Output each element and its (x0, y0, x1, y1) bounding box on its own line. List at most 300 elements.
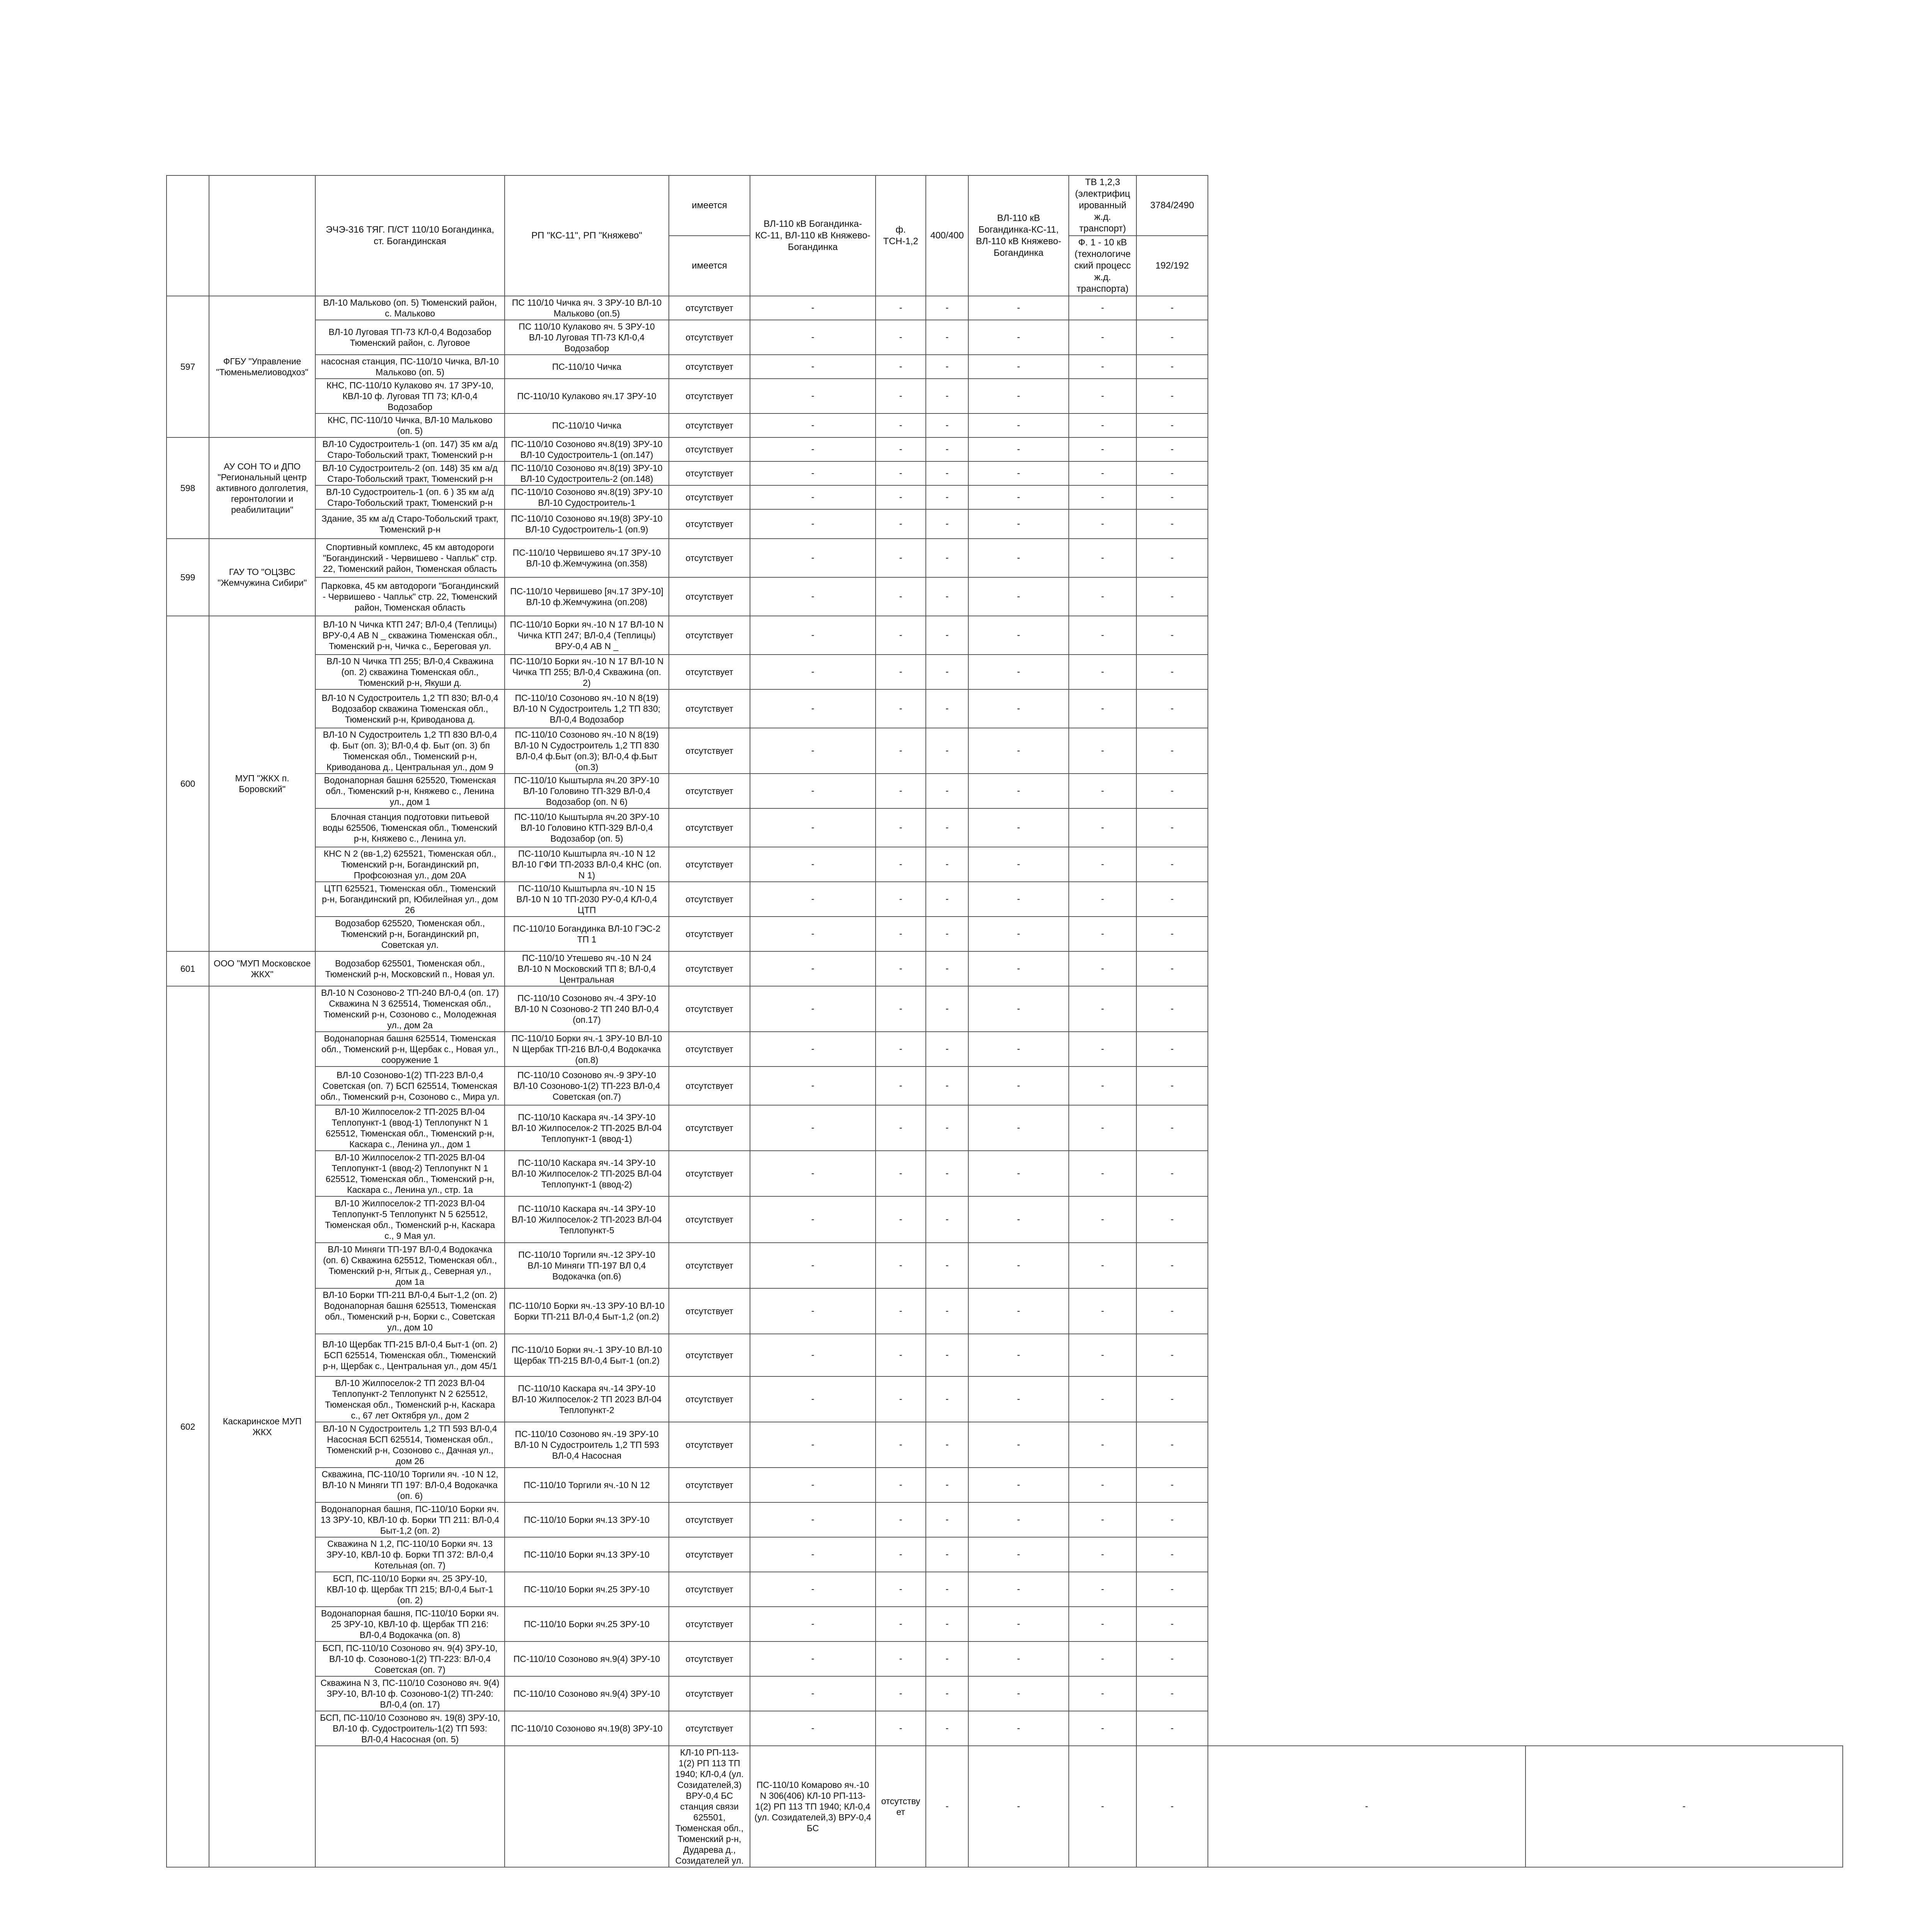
header-line-cell: ВЛ-110 кВ Богандинка-КС-11, ВЛ-110 кВ Княжево-Богандинка (750, 175, 876, 296)
source-cell: ПС-110/10 Созоново яч.9(4) ЗРУ-10 (505, 1676, 669, 1711)
dash-cell: - (926, 355, 968, 379)
dash-cell: - (968, 808, 1069, 847)
dash-cell: - (968, 1105, 1069, 1151)
object-cell: ВЛ-10 Миняги ТП-197 ВЛ-0,4 Водокачка (оп. 6) Скважина 625512, Тюменская обл., Тюменский р-н, Ягтык д., Северная ул., дом 1а (315, 1243, 505, 1288)
dash-cell: - (1069, 1572, 1136, 1607)
status-cell: отсутствует (669, 1607, 750, 1641)
object-cell: Водозабор 625520, Тюменская обл., Тюменский р-н, Богандинский рп, Советская ул. (315, 917, 505, 951)
table-row (167, 728, 1843, 774)
dash-cell: - (1136, 485, 1208, 509)
object-cell: ВЛ-10 Жилпоселок-2 ТП-2025 ВЛ-04 Теплопункт-1 (ввод-1) Теплопункт N 1 625512, Тюменская обл., Тюменский р-н, Каскара с., Ленина ул., дом 1 (315, 1105, 505, 1151)
dash-cell: - (750, 1067, 876, 1105)
source-cell: ПС-110/10 Борки яч.13 ЗРУ-10 (505, 1537, 669, 1572)
object-cell: ВЛ-10 N Чичка ТП 255; ВЛ-0,4 Скважина (оп. 2) скважина Тюменская обл., Тюменский р-н, Якуши д. (315, 655, 505, 689)
source-cell: ПС-110/10 Каскара яч.-14 ЗРУ-10 ВЛ-10 Жилпоселок-2 ТП-2025 ВЛ-04 Теплопункт-1 (ввод-2) (505, 1151, 669, 1196)
dash-cell: - (1136, 808, 1208, 847)
source-cell: ПС-110/10 Кыштырла яч.-10 N 12 ВЛ-10 ГФИ ТП-2033 ВЛ-0,4 КНС (оп. N 1) (505, 847, 669, 882)
dash-cell: - (968, 1607, 1069, 1641)
dash-cell: - (1136, 1746, 1208, 1867)
object-cell: ЦТП 625521, Тюменская обл., Тюменский р-н, Богандинский рп, Юбилейная ул., дом 26 (315, 882, 505, 917)
dash-cell: - (750, 437, 876, 461)
dash-cell: - (876, 1105, 926, 1151)
dash-cell: - (1069, 1032, 1136, 1067)
dash-cell: - (926, 1376, 968, 1422)
object-cell: Скважина N 1,2, ПС-110/10 Борки яч. 13 ЗРУ-10, КВЛ-10 ф. Борки ТП 372: ВЛ-0,4 Котельная (оп. 7) (315, 1537, 505, 1572)
dash-cell: - (750, 689, 876, 728)
dash-cell: - (968, 1537, 1069, 1572)
object-cell: КНС N 2 (вв-1,2) 625521, Тюменская обл., Тюменский р-н, Богандинский рп, Профсоюзная ул., дом 20А (315, 847, 505, 882)
status-cell: отсутствует (669, 1468, 750, 1502)
dash-cell: - (876, 728, 926, 774)
source-cell: ПС-110/10 Борки яч.13 ЗРУ-10 (505, 1502, 669, 1537)
dash-cell: - (1069, 1502, 1136, 1537)
dash-cell: - (1069, 1711, 1136, 1746)
dash-cell: - (926, 1422, 968, 1468)
object-cell: ВЛ-10 N Судостроитель 1,2 ТП 830; ВЛ-0,4 Водозабор скважина Тюменская обл., Тюменский р-н, Криводанова д. (315, 689, 505, 728)
object-cell: ВЛ-10 Судостроитель-1 (оп. 6 ) 35 км а/д Старо-Тобольский тракт, Тюменский р-н (315, 485, 505, 509)
dash-cell: - (968, 655, 1069, 689)
dash-cell: - (876, 437, 926, 461)
dash-cell: - (750, 320, 876, 355)
header-category-bottom: Ф. 1 - 10 кВ (технологический процесс ж.д. транспорта) (1069, 236, 1136, 296)
dash-cell: - (926, 774, 968, 808)
dash-cell: - (1136, 539, 1208, 577)
header-rp-cell: РП "КС-11", РП "Княжево" (505, 175, 669, 296)
dash-cell: - (968, 1334, 1069, 1376)
dash-cell: - (750, 1422, 876, 1468)
dash-cell: - (750, 1032, 876, 1067)
dash-cell: - (926, 1502, 968, 1537)
table-row (167, 1334, 1843, 1376)
table-row (167, 1468, 1843, 1502)
row-number-cell: 600 (167, 616, 209, 951)
dash-cell: - (968, 1468, 1069, 1502)
source-cell: ПС-110/10 Каскара яч.-14 ЗРУ-10 ВЛ-10 Жилпоселок-2 ТП 2023 ВЛ-04 Теплопункт-2 (505, 1376, 669, 1422)
status-cell: отсутствует (669, 616, 750, 655)
organization-cell: Каскаринское МУП ЖКХ (209, 986, 315, 1867)
dash-cell: - (1136, 320, 1208, 355)
dash-cell: - (926, 1468, 968, 1502)
dash-cell: - (968, 728, 1069, 774)
dash-cell: - (1136, 1422, 1208, 1468)
status-cell: отсутствует (669, 808, 750, 847)
table-row (167, 509, 1843, 539)
source-cell: ПС-110/10 Созоново яч.8(19) ЗРУ-10 ВЛ-10 Судостроитель-1 (оп.147) (505, 437, 669, 461)
source-cell: ПС-110/10 Торгили яч.-10 N 12 (505, 1468, 669, 1502)
source-cell: ПС-110/10 Чичка (505, 413, 669, 437)
dash-cell: - (1136, 1572, 1208, 1607)
status-cell: отсутствует (669, 655, 750, 689)
object-cell: Скважина N 3, ПС-110/10 Созоново яч. 9(4) ЗРУ-10, ВЛ-10 ф. Созоново-1(2) ТП-240: ВЛ-0,4 (оп. 17) (315, 1676, 505, 1711)
source-cell: ПС-110/10 Созоново яч.19(8) ЗРУ-10 (505, 1711, 669, 1746)
dash-cell: - (876, 1676, 926, 1711)
status-cell: отсутствует (669, 1572, 750, 1607)
dash-cell: - (750, 1288, 876, 1334)
dash-cell: - (968, 689, 1069, 728)
object-cell: Блочная станция подготовки питьевой воды 625506, Тюменская обл., Тюменский р-н, Княжево с., Ленина ул. (315, 808, 505, 847)
dash-cell: - (750, 774, 876, 808)
dash-cell: - (876, 1641, 926, 1676)
dash-cell: - (968, 1422, 1069, 1468)
dash-cell: - (750, 1376, 876, 1422)
source-cell: ПС-110/10 Каскара яч.-14 ЗРУ-10 ВЛ-10 Жилпоселок-2 ТП-2023 ВЛ-04 Теплопункт-5 (505, 1196, 669, 1243)
dash-cell: - (876, 1607, 926, 1641)
object-cell: ВЛ-10 Судостроитель-2 (оп. 148) 35 км а/д Старо-Тобольский тракт, Тюменский р-н (315, 461, 505, 485)
source-cell: ПС-110/10 Кулаково яч.17 ЗРУ-10 (505, 379, 669, 413)
row-number-cell: 599 (167, 539, 209, 616)
dash-cell: - (1069, 1243, 1136, 1288)
dash-cell: - (876, 379, 926, 413)
dash-cell: - (1136, 1105, 1208, 1151)
object-cell: ВЛ-10 Судостроитель-1 (оп. 147) 35 км а/д Старо-Тобольский тракт, Тюменский р-н (315, 437, 505, 461)
dash-cell: - (750, 951, 876, 986)
source-cell: ПС-110/10 Каскара яч.-14 ЗРУ-10 ВЛ-10 Жилпоселок-2 ТП-2025 ВЛ-04 Теплопункт-1 (ввод-1) (505, 1105, 669, 1151)
source-cell: ПС-110/10 Созоново яч.-4 ЗРУ-10 ВЛ-10 N Созоново-2 ТП 240 ВЛ-0,4 (оп.17) (505, 986, 669, 1032)
object-cell: ВЛ-10 Жилпоселок-2 ТП 2023 ВЛ-04 Теплопункт-2 Теплопункт N 2 625512, Тюменская обл., Тюменский р-н, Каскара с., 67 лет Октября ул., дом 2 (315, 1376, 505, 1422)
dash-cell: - (750, 917, 876, 951)
organization-cell: АУ СОН ТО и ДПО "Региональный центр активного долголетия, геронтологии и реабилитации" (209, 437, 315, 539)
dash-cell: - (968, 577, 1069, 616)
dash-cell: - (750, 1607, 876, 1641)
status-cell: отсутствует (669, 1196, 750, 1243)
dash-cell: - (1136, 655, 1208, 689)
dash-cell: - (876, 689, 926, 728)
status-cell: отсутствует (669, 509, 750, 539)
status-cell: отсутствует (669, 1334, 750, 1376)
dash-cell: - (1136, 986, 1208, 1032)
dash-cell: - (750, 296, 876, 320)
table-row (167, 1572, 1843, 1607)
header-load-bottom: 192/192 (1136, 236, 1208, 296)
table-row (167, 1376, 1843, 1422)
dash-cell: - (926, 1151, 968, 1196)
table-row (167, 882, 1843, 917)
header-row-top (167, 175, 1843, 236)
document-table-sheet (166, 175, 1843, 1868)
table-row (167, 485, 1843, 509)
dash-cell: - (876, 320, 926, 355)
object-cell: КЛ-10 РП-113-1(2) РП 113 ТП 1940; КЛ-0,4 (ул. Созидателей,3) ВРУ-0,4 БС станция связи 625501, Тюменская обл., Тюменский р-н, Дударева д., Созидателей ул. (669, 1746, 750, 1867)
status-cell: отсутствует (669, 539, 750, 577)
dash-cell: - (1526, 1746, 1843, 1867)
table-row (167, 1502, 1843, 1537)
dash-cell: - (926, 296, 968, 320)
object-cell: ВЛ-10 N Созоново-2 ТП-240 ВЛ-0,4 (оп. 17) Скважина N 3 625514, Тюменская обл., Тюменский р-н, Созоново с., Молодежная ул., дом 2а (315, 986, 505, 1032)
dash-cell: - (750, 655, 876, 689)
dash-cell: - (926, 485, 968, 509)
organization-cell: ООО "МУП Московское ЖКХ" (209, 951, 315, 986)
dash-cell: - (750, 1151, 876, 1196)
source-cell: ПС-110/10 Богандинка ВЛ-10 ГЭС-2 ТП 1 (505, 917, 669, 951)
dash-cell: - (968, 379, 1069, 413)
status-cell: отсутствует (669, 1288, 750, 1334)
dash-cell: - (750, 1468, 876, 1502)
dash-cell: - (1069, 1641, 1136, 1676)
object-cell: БСП, ПС-110/10 Созоново яч. 9(4) ЗРУ-10, ВЛ-10 ф. Созоново-1(2) ТП-223: ВЛ-0,4 Советская (оп. 7) (315, 1641, 505, 1676)
source-cell: ПС 110/10 Чичка яч. 3 ЗРУ-10 ВЛ-10 Мальково (оп.5) (505, 296, 669, 320)
object-cell: Здание, 35 км а/д Старо-Тобольский тракт, Тюменский р-н (315, 509, 505, 539)
dash-cell: - (968, 1572, 1069, 1607)
dash-cell: - (968, 1032, 1069, 1067)
row-number-cell: 597 (167, 296, 209, 437)
dash-cell: - (876, 951, 926, 986)
dash-cell: - (926, 808, 968, 847)
dash-cell: - (968, 951, 1069, 986)
dash-cell: - (1069, 728, 1136, 774)
table-row (167, 808, 1843, 847)
source-cell: ПС-110/10 Созоново яч.-10 N 8(19) ВЛ-10 N Судостроитель 1,2 ТП 830; ВЛ-0,4 Водозабор (505, 689, 669, 728)
object-cell: ВЛ-10 Борки ТП-211 ВЛ-0,4 Быт-1,2 (оп. 2) Водонапорная башня 625513, Тюменская обл., Тюменский р-н, Борки с., Советская ул., дом 10 (315, 1288, 505, 1334)
row-number-cell: 598 (167, 437, 209, 539)
dash-cell: - (750, 1243, 876, 1288)
dash-cell: - (926, 1288, 968, 1334)
source-cell: ПС-110/10 Созоново яч.19(8) ЗРУ-10 ВЛ-10 Судостроитель-1 (оп.9) (505, 509, 669, 539)
source-cell: ПС-110/10 Борки яч.-1 ЗРУ-10 ВЛ-10 Щербак ТП-215 ВЛ-0,4 Быт-1 (оп.2) (505, 1334, 669, 1376)
source-cell: ПС-110/10 Кыштырла яч.-10 N 15 ВЛ-10 N 10 ТП-2030 РУ-0,4 КЛ-0,4 ЦТП (505, 882, 669, 917)
header-feeder-cell: ф. ТСН-1,2 (876, 175, 926, 296)
source-cell: ПС-110/10 Утешево яч.-10 N 24 ВЛ-10 N Московский ТП 8; ВЛ-0,4 Центральная (505, 951, 669, 986)
table-row (167, 1067, 1843, 1105)
dash-cell: - (1069, 1334, 1136, 1376)
dash-cell: - (876, 355, 926, 379)
header-object-cell: ЭЧЭ-316 ТЯГ. П/СТ 110/10 Богандинка, ст. Богандинская (315, 175, 505, 296)
table-row (167, 1288, 1843, 1334)
dash-cell: - (968, 1676, 1069, 1711)
status-cell: отсутствует (669, 355, 750, 379)
dash-cell: - (750, 808, 876, 847)
dash-cell: - (1069, 1105, 1136, 1151)
dash-cell: - (750, 986, 876, 1032)
object-cell: ВЛ-10 Созоново-1(2) ТП-223 ВЛ-0,4 Советская (оп. 7) БСП 625514, Тюменская обл., Тюменский р-н, Созоново с., Мира ул. (315, 1067, 505, 1105)
dash-cell: - (1069, 1067, 1136, 1105)
header-org-cell (209, 175, 315, 296)
object-cell: БСП, ПС-110/10 Борки яч. 25 ЗРУ-10, КВЛ-10 ф. Щербак ТП 215; ВЛ-0,4 Быт-1 (оп. 2) (315, 1572, 505, 1607)
source-cell: ПС-110/10 Борки яч.-1 ЗРУ-10 ВЛ-10 N Щербак ТП-216 ВЛ-0,4 Водокачка (оп.8) (505, 1032, 669, 1067)
dash-cell: - (1069, 1468, 1136, 1502)
dash-cell: - (876, 1334, 926, 1376)
dash-cell: - (1136, 1468, 1208, 1502)
dash-cell: - (968, 509, 1069, 539)
dash-cell: - (1136, 882, 1208, 917)
dash-cell: - (968, 461, 1069, 485)
dash-cell: - (968, 1376, 1069, 1422)
dash-cell: - (1069, 1422, 1136, 1468)
status-cell: отсутствует (669, 986, 750, 1032)
dash-cell: - (750, 539, 876, 577)
dash-cell: - (1069, 1537, 1136, 1572)
dash-cell: - (1069, 882, 1136, 917)
dash-cell: - (968, 882, 1069, 917)
object-cell: КНС, ПС-110/10 Кулаково яч. 17 ЗРУ-10, КВЛ-10 ф. Луговая ТП 73; КЛ-0,4 Водозабор (315, 379, 505, 413)
dash-cell: - (968, 1711, 1069, 1746)
dash-cell: - (876, 1243, 926, 1288)
dash-cell: - (1136, 1676, 1208, 1711)
dash-cell: - (1069, 1676, 1136, 1711)
dash-cell: - (926, 1537, 968, 1572)
dash-cell: - (1069, 774, 1136, 808)
table-row (167, 1032, 1843, 1067)
table-row (167, 774, 1843, 808)
status-cell: отсутствует (669, 437, 750, 461)
dash-cell: - (1069, 320, 1136, 355)
dash-cell: - (1069, 689, 1136, 728)
dash-cell: - (926, 1676, 968, 1711)
dash-cell: - (1136, 1067, 1208, 1105)
dash-cell: - (750, 1572, 876, 1607)
header-num-cell (167, 175, 209, 296)
source-cell: ПС-110/10 Созоново яч.-9 ЗРУ-10 ВЛ-10 Созоново-1(2) ТП-223 ВЛ-0,4 Советская (оп.7) (505, 1067, 669, 1105)
dash-cell: - (1069, 485, 1136, 509)
dash-cell: - (1069, 986, 1136, 1032)
status-cell: отсутствует (669, 1422, 750, 1468)
table-row (167, 917, 1843, 951)
dash-cell: - (926, 1711, 968, 1746)
status-cell: отсутствует (669, 774, 750, 808)
header-line2-cell: ВЛ-110 кВ Богандинка-КС-11, ВЛ-110 кВ Княжево-Богандинка (968, 175, 1069, 296)
dash-cell: - (968, 1641, 1069, 1676)
table-row (167, 1243, 1843, 1288)
dash-cell: - (968, 437, 1069, 461)
dash-cell: - (1069, 539, 1136, 577)
dash-cell: - (750, 1502, 876, 1537)
dash-cell: - (926, 1243, 968, 1288)
object-cell: БСП, ПС-110/10 Созоново яч. 19(8) ЗРУ-10, ВЛ-10 ф. Судостроитель-1(2) ТП 593: ВЛ-0,4 Насосная (оп. 5) (315, 1711, 505, 1746)
status-cell: отсутствует (669, 1151, 750, 1196)
table-row (167, 1422, 1843, 1468)
dash-cell: - (876, 577, 926, 616)
dash-cell: - (876, 296, 926, 320)
dash-cell: - (926, 437, 968, 461)
dash-cell: - (750, 1196, 876, 1243)
dash-cell: - (1069, 808, 1136, 847)
dash-cell: - (1069, 1376, 1136, 1422)
table-row (167, 1196, 1843, 1243)
dash-cell: - (750, 616, 876, 655)
dash-cell: - (926, 320, 968, 355)
dash-cell: - (1136, 1502, 1208, 1537)
source-cell: ПС-110/10 Созоново яч.8(19) ЗРУ-10 ВЛ-10 Судостроитель-2 (оп.148) (505, 461, 669, 485)
dash-cell: - (1136, 1288, 1208, 1334)
dash-cell: - (876, 774, 926, 808)
table-row (167, 355, 1843, 379)
organization-cell: МУП "ЖКХ п. Боровский" (209, 616, 315, 951)
dash-cell: - (876, 1711, 926, 1746)
table-row (167, 379, 1843, 413)
object-cell: Спортивный комплекс, 45 км автодороги "Богандинский - Червишево - Чапльк" стр. 22, Тюменский район, Тюменская область (315, 539, 505, 577)
table-row (167, 1537, 1843, 1572)
header-category-top: ТВ 1,2,3 (электрифицированный ж.д. транспорт) (1069, 175, 1136, 236)
dash-cell: - (1136, 296, 1208, 320)
dash-cell: - (1069, 355, 1136, 379)
table-row (167, 320, 1843, 355)
dash-cell: - (926, 1641, 968, 1676)
dash-cell: - (1069, 1607, 1136, 1641)
dash-cell: - (968, 616, 1069, 655)
header-status-top: имеется (669, 175, 750, 236)
dash-cell: - (1136, 1607, 1208, 1641)
dash-cell: - (750, 1537, 876, 1572)
source-cell: ПС-110/10 Борки яч.25 ЗРУ-10 (505, 1607, 669, 1641)
dash-cell: - (926, 1746, 968, 1867)
dash-cell: - (750, 882, 876, 917)
object-cell: насосная станция, ПС-110/10 Чичка, ВЛ-10 Мальково (оп. 5) (315, 355, 505, 379)
dash-cell: - (876, 808, 926, 847)
dash-cell: - (926, 1196, 968, 1243)
source-cell: ПС-110/10 Созоново яч.-10 N 8(19) ВЛ-10 N Судостроитель 1,2 ТП 830 ВЛ-0,4 ф.Быт (оп.3); ВЛ-0,4 ф.Быт (оп.3) (505, 728, 669, 774)
table-row (167, 1151, 1843, 1196)
source-cell: ПС-110/10 Червишево [яч.17 ЗРУ-10] ВЛ-10 ф.Жемчужина (оп.208) (505, 577, 669, 616)
dash-cell: - (968, 485, 1069, 509)
table-row (167, 461, 1843, 485)
dash-cell: - (876, 461, 926, 485)
dash-cell: - (968, 917, 1069, 951)
dash-cell: - (926, 379, 968, 413)
dash-cell: - (750, 1676, 876, 1711)
table-row (167, 847, 1843, 882)
dash-cell: - (876, 509, 926, 539)
dash-cell: - (1136, 1151, 1208, 1196)
dash-cell: - (750, 485, 876, 509)
dash-cell: - (968, 1151, 1069, 1196)
status-cell: отсутствует (669, 1032, 750, 1067)
source-cell: ПС-110/10 Кыштырла яч.20 ЗРУ-10 ВЛ-10 Головино ТП-329 ВЛ-0,4 Водозабор (оп. N 6) (505, 774, 669, 808)
dash-cell: - (926, 882, 968, 917)
dash-cell: - (1136, 917, 1208, 951)
table-row (167, 1641, 1843, 1676)
table-row (167, 437, 1843, 461)
source-cell: ПС-110/10 Созоново яч.8(19) ЗРУ-10 ВЛ-10 Судостроитель-1 (505, 485, 669, 509)
dash-cell: - (876, 655, 926, 689)
object-cell: КНС, ПС-110/10 Чичка, ВЛ-10 Мальково (оп. 5) (315, 413, 505, 437)
dash-cell: - (968, 320, 1069, 355)
status-cell: отсутствует (669, 577, 750, 616)
dash-cell: - (968, 413, 1069, 437)
dash-cell: - (1069, 951, 1136, 986)
source-cell: ПС-110/10 Созоново яч.9(4) ЗРУ-10 (505, 1641, 669, 1676)
dash-cell: - (926, 1572, 968, 1607)
dash-cell: - (1136, 437, 1208, 461)
dash-cell: - (1136, 1243, 1208, 1288)
row-number-cell: 601 (167, 951, 209, 986)
dash-cell: - (876, 882, 926, 917)
dash-cell: - (876, 1032, 926, 1067)
object-cell: Водонапорная башня 625520, Тюменская обл., Тюменский р-н, Княжево с., Ленина ул., дом 1 (315, 774, 505, 808)
dash-cell: - (1136, 461, 1208, 485)
source-cell: ПС-110/10 Созоново яч.-19 ЗРУ-10 ВЛ-10 N Судостроитель 1,2 ТП 593 ВЛ-0,4 Насосная (505, 1422, 669, 1468)
dash-cell: - (750, 1711, 876, 1746)
header-status-bottom: имеется (669, 236, 750, 296)
status-cell: отсутствует (669, 728, 750, 774)
dash-cell: - (1136, 1376, 1208, 1422)
dash-cell: - (1136, 355, 1208, 379)
table-row (167, 413, 1843, 437)
dash-cell: - (876, 1067, 926, 1105)
dash-cell: - (750, 1105, 876, 1151)
dash-cell: - (968, 1243, 1069, 1288)
table-row (167, 655, 1843, 689)
dash-cell: - (926, 1067, 968, 1105)
dash-cell: - (750, 379, 876, 413)
status-cell: отсутствует (669, 1711, 750, 1746)
dash-cell: - (876, 485, 926, 509)
header-power-cell: 400/400 (926, 175, 968, 296)
dash-cell: - (926, 1334, 968, 1376)
object-cell: Скважина, ПС-110/10 Торгили яч. -10 N 12, ВЛ-10 N Миняги ТП 197: ВЛ-0,4 Водокачка (оп. 6) (315, 1468, 505, 1502)
status-cell: отсутствует (669, 689, 750, 728)
status-cell: отсутствует (669, 379, 750, 413)
dash-cell: - (968, 847, 1069, 882)
dash-cell: - (1069, 917, 1136, 951)
